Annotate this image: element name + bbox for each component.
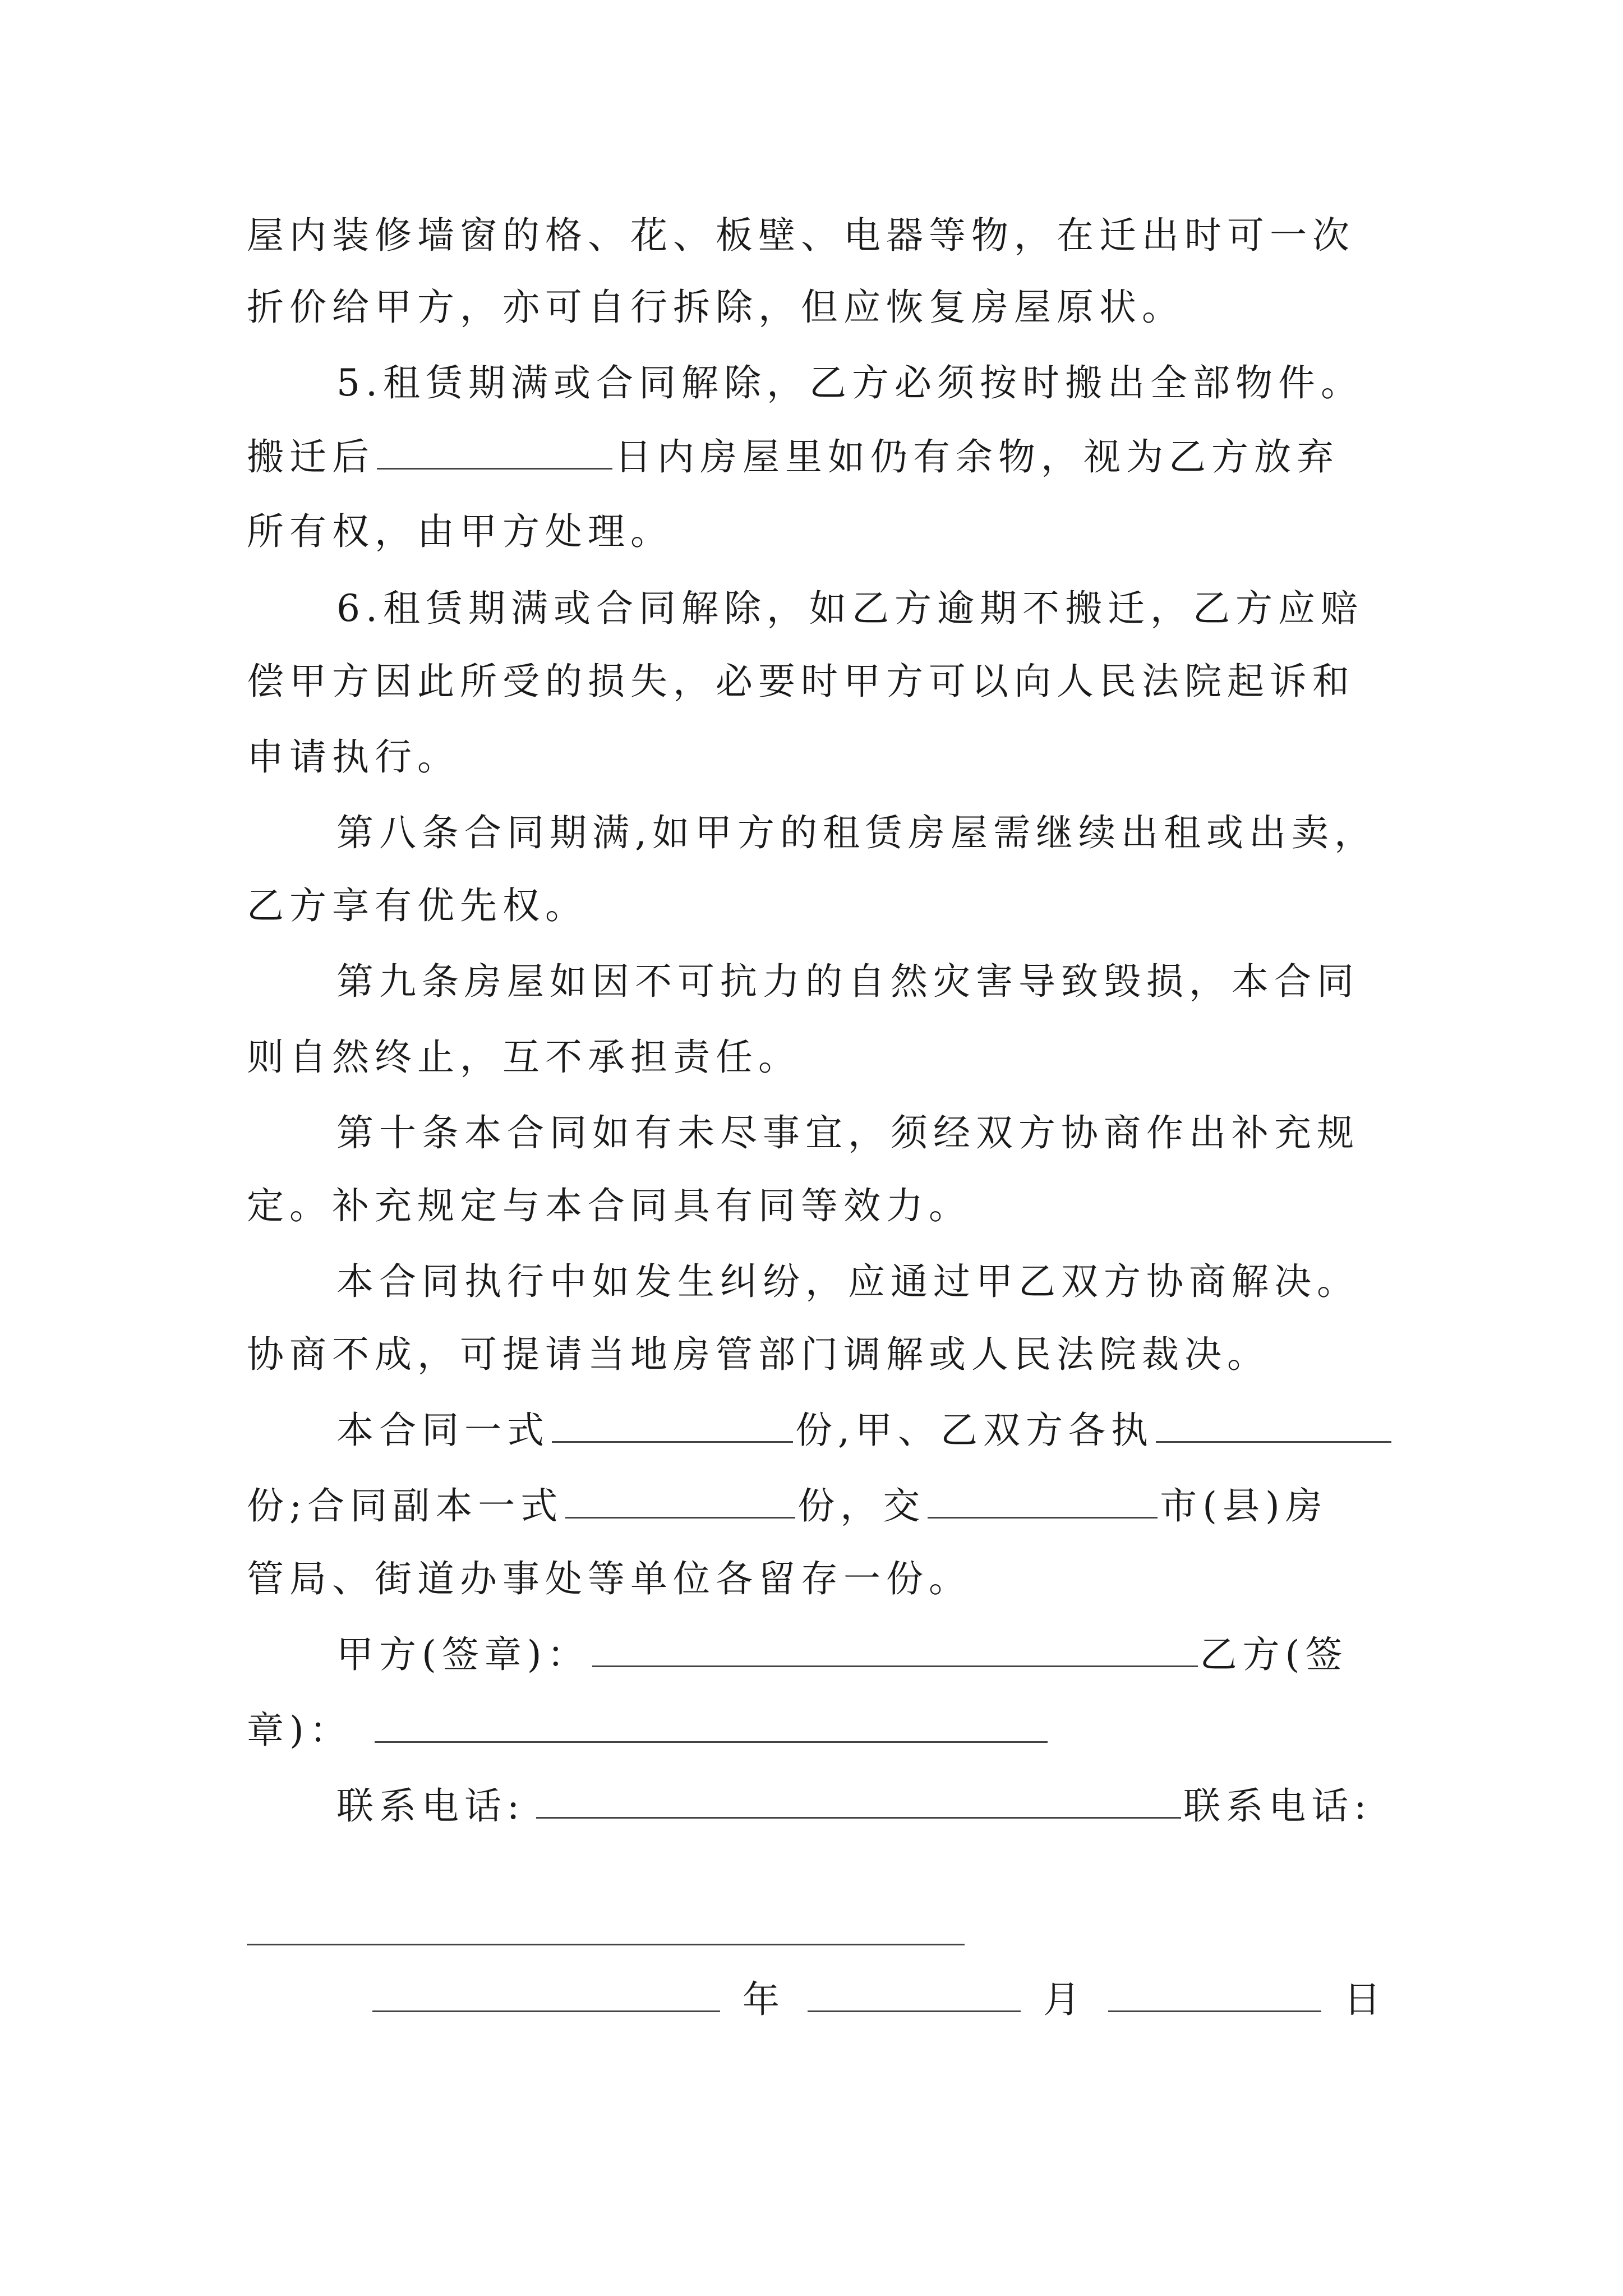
year-blank[interactable]	[372, 1981, 720, 2012]
day-label: 日	[1344, 1978, 1386, 2021]
paragraph-line: 协商不成，可提请当地房管部门调解或人民法院裁决。	[247, 1333, 1270, 1376]
phone-line	[336, 1781, 1469, 1832]
paragraph-line: 乙方享有优先权。	[247, 884, 588, 927]
fill-in-blank[interactable]	[377, 439, 612, 470]
paragraph-line: 定。补充规定与本合同具有同等效力。	[247, 1184, 971, 1227]
paragraph-line: 5.租赁期满或合同解除，乙方必须按时搬出全部物件。	[336, 361, 1363, 404]
text-fragment: 日内房屋里如仍有余物，视为乙方放弃	[615, 435, 1339, 478]
paragraph-line: 偿甲方因此所受的损失，必要时甲方可以向人民法院起诉和	[247, 660, 1355, 703]
party-b-label: 乙方(签	[1200, 1633, 1348, 1676]
party-b-phone-label: 联系电话:	[1183, 1784, 1372, 1828]
paragraph-line: 则自然终止，互不承担责任。	[247, 1036, 801, 1079]
month-label: 月	[1043, 1978, 1086, 2021]
paragraph-line	[336, 1405, 1469, 1456]
paragraph-line: 第九条房屋如因不可抗力的自然灾害导致毁损，本合同	[336, 960, 1359, 1003]
party-a-label: 甲方(签章)：	[336, 1633, 590, 1676]
text-fragment: 本合同一式	[336, 1409, 550, 1452]
paragraph-line: 6.租赁期满或合同解除，如乙方逾期不搬迁，乙方应赔	[336, 587, 1363, 630]
paragraph-line: 本合同执行中如发生纠纷，应通过甲乙双方协商解决。	[336, 1260, 1359, 1303]
fill-in-blank[interactable]	[565, 1488, 795, 1519]
party-b-label-cont: 章)：	[247, 1709, 352, 1752]
text-fragment: 市(县)房	[1160, 1484, 1328, 1527]
date-line	[370, 1975, 1503, 2025]
party-a-phone-label: 联系电话:	[336, 1784, 525, 1828]
paragraph-line: 第十条本合同如有未尽事宜，须经双方协商作出补充规	[336, 1111, 1359, 1154]
fill-in-blank[interactable]	[552, 1412, 793, 1443]
paragraph-line: 管局、街道办事处等单位各留存一份。	[247, 1557, 971, 1600]
party-a-signature-blank[interactable]	[592, 1636, 1198, 1667]
text-fragment: 份,甲、乙双方各执	[795, 1409, 1154, 1452]
paragraph-line: 折价给甲方，亦可自行拆除，但应恢复房屋原状。	[247, 286, 1184, 329]
text-fragment: 搬迁后	[247, 435, 375, 478]
paragraph-line: 第八条合同期满,如甲方的租赁房屋需继续出租或出卖，	[336, 811, 1377, 854]
fill-in-blank[interactable]	[928, 1488, 1158, 1519]
party-b-signature-blank[interactable]	[375, 1712, 1048, 1743]
paragraph-line	[247, 1481, 1380, 1531]
paragraph-line: 所有权，由甲方处理。	[247, 510, 673, 553]
fill-in-blank[interactable]	[1156, 1412, 1391, 1443]
signature-line	[247, 1705, 1380, 1756]
year-label: 年	[743, 1978, 785, 2021]
paragraph-line: 屋内装修墙窗的格、花、板壁、电器等物，在迁出时可一次	[247, 214, 1355, 257]
paragraph-line	[247, 432, 1380, 482]
text-fragment: 份，交	[797, 1484, 926, 1527]
party-a-phone-blank[interactable]	[536, 1788, 1181, 1819]
party-b-phone-blank[interactable]	[247, 1944, 965, 1945]
month-blank[interactable]	[808, 1981, 1021, 2012]
day-blank[interactable]	[1108, 1981, 1321, 2012]
text-fragment: 份;合同副本一式	[247, 1484, 564, 1527]
paragraph-line: 申请执行。	[247, 735, 460, 779]
signature-line	[336, 1630, 1469, 1680]
